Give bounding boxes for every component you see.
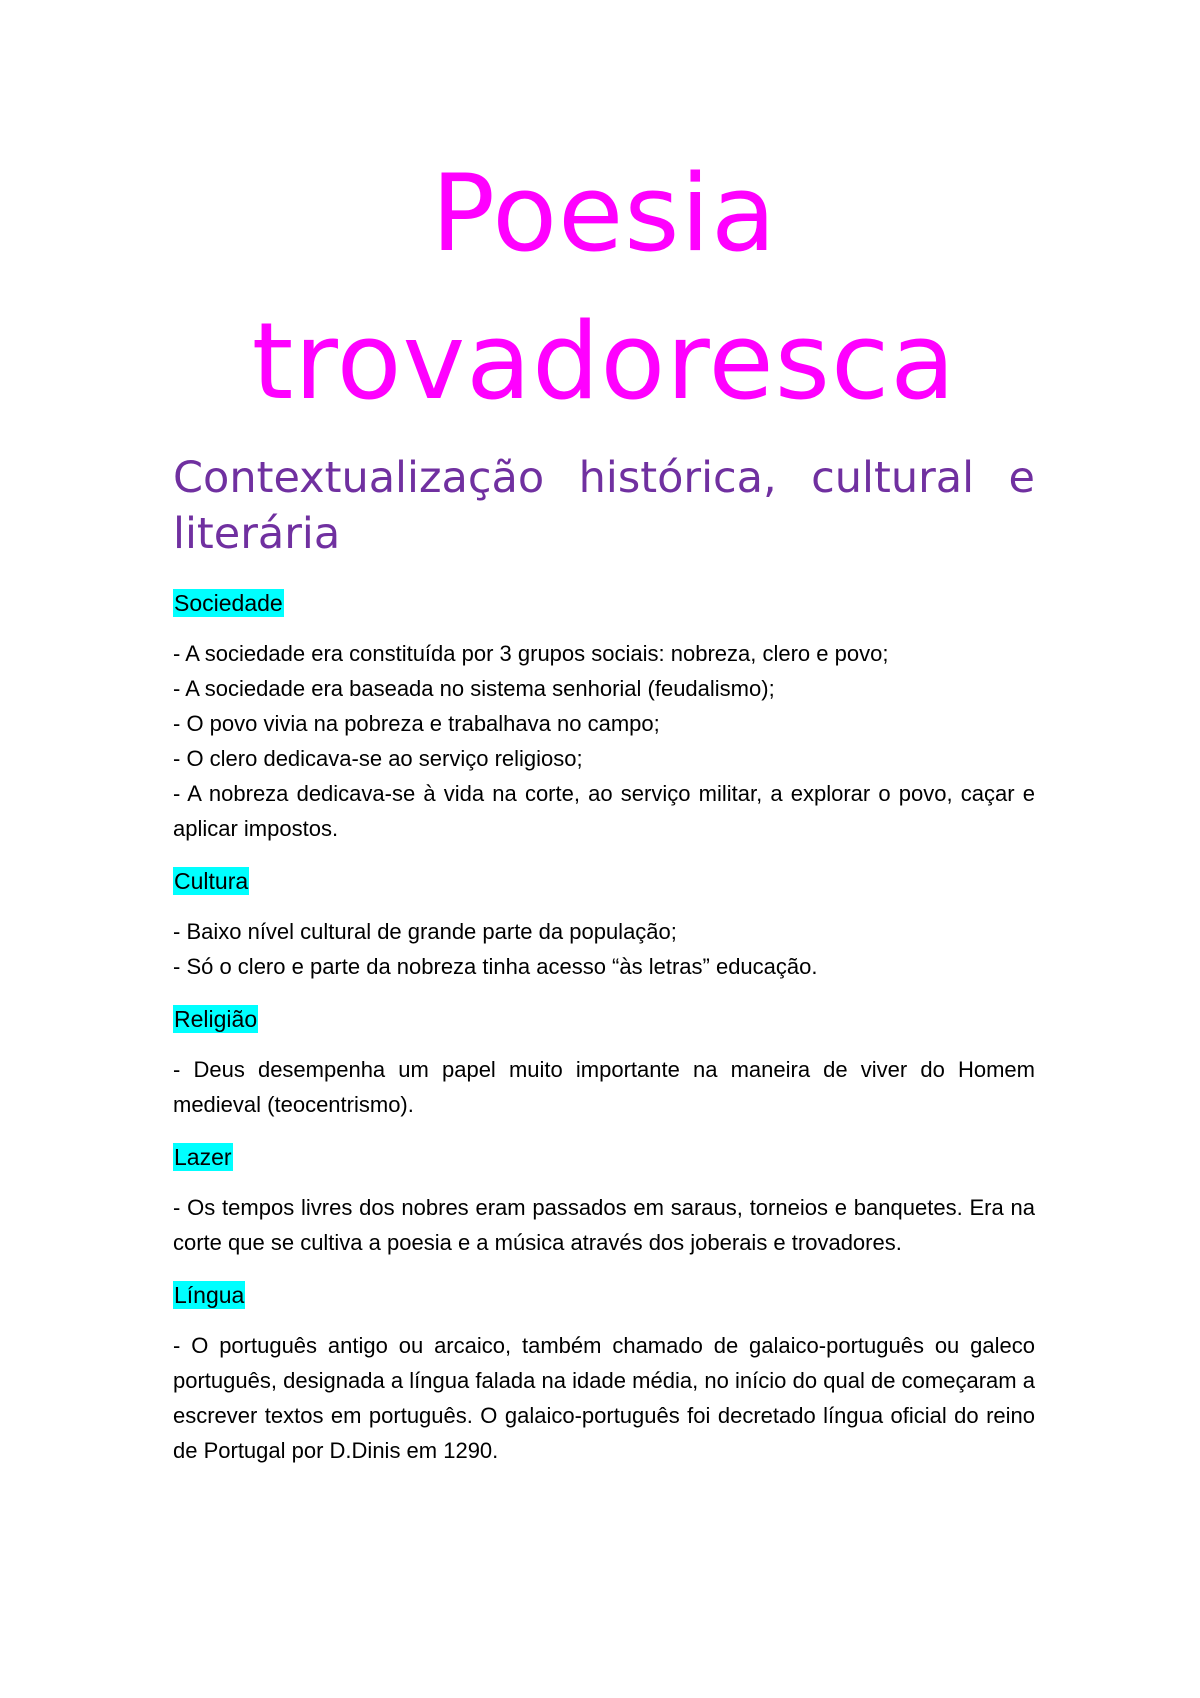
section-body (173, 636, 1035, 846)
body-line: - O povo vivia na pobreza e trabalhava no campo; (173, 711, 660, 736)
body-line: - A sociedade era constituída por 3 grupos sociais: nobreza, clero e povo; (173, 641, 889, 666)
document-page (173, 140, 1035, 1468)
body-line: - A nobreza dedicava-se à vida na corte, ao serviço militar, a explorar o povo, caçar e aplicar impostos. (173, 781, 1035, 841)
body-line: - O português antigo ou arcaico, também chamado de galaico-português ou galeco português, designada a língua falada na idade média, no início do qual de começaram a escrever textos em português. O galaico-português foi decretado língua oficial do reino de Portugal por D.Dinis em 1290. (173, 1333, 1035, 1463)
document-title (173, 140, 1035, 436)
document-subtitle: Contextualização histórica, cultural e literária (173, 453, 1035, 559)
body-line: - O clero dedicava-se ao serviço religioso; (173, 746, 583, 771)
title-line-2: trovadoresca (251, 300, 957, 423)
section-sociedade (173, 588, 1035, 846)
body-line: - Os tempos livres dos nobres eram passados em saraus, torneios e banquetes. Era na corte que se cultiva a poesia e a música através dos joberais e trovadores. (173, 1195, 1035, 1255)
section-body (173, 914, 1035, 984)
body-line: - Deus desempenha um papel muito importante na maneira de viver do Homem medieval (teocentrismo). (173, 1057, 1035, 1117)
body-line: - Só o clero e parte da nobreza tinha acesso “às letras” educação. (173, 954, 818, 979)
section-body (173, 1190, 1035, 1260)
section-heading: Língua (174, 1282, 245, 1308)
section-heading: Sociedade (174, 590, 283, 616)
section-heading: Lazer (174, 1144, 232, 1170)
section-body (173, 1328, 1035, 1468)
section-lazer (173, 1142, 1035, 1260)
section-cultura (173, 866, 1035, 984)
section-lingua (173, 1280, 1035, 1468)
body-line: - Baixo nível cultural de grande parte da população; (173, 919, 677, 944)
section-body (173, 1052, 1035, 1122)
section-heading: Cultura (174, 868, 249, 894)
body-line: - A sociedade era baseada no sistema senhorial (feudalismo); (173, 676, 775, 701)
section-heading: Religião (174, 1006, 258, 1032)
title-line-1: Poesia (431, 152, 777, 275)
section-religiao (173, 1004, 1035, 1122)
